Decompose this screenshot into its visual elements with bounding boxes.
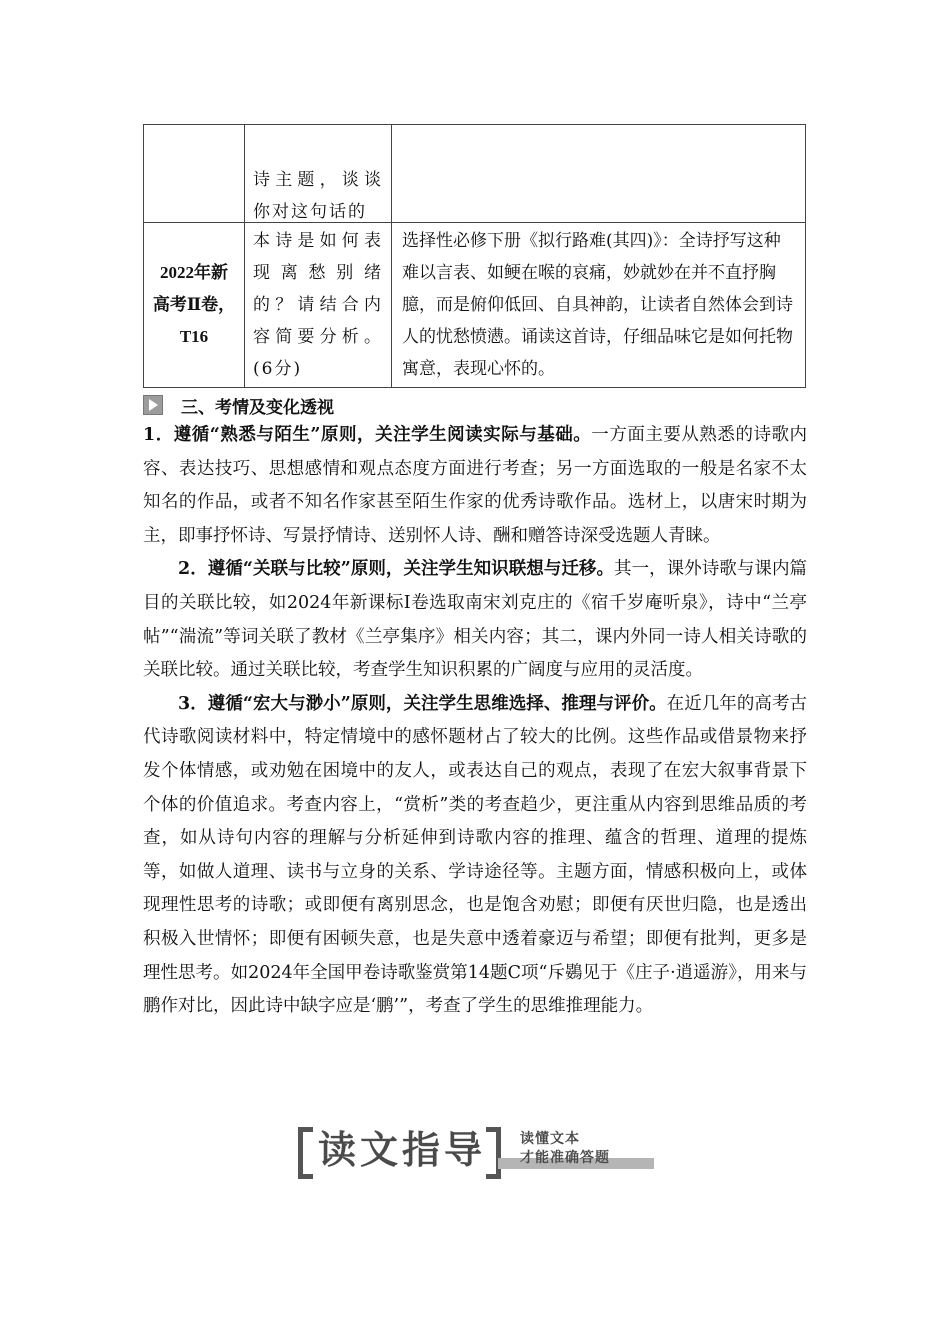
body-text	[143, 419, 807, 1024]
table-cell-question: 诗主题，谈谈你对这句话的	[245, 125, 392, 223]
paragraph-text: 其一，课外诗歌与课内篇目的关联比较，如2024年新课标Ⅰ卷选取南宋刘克庄的《宿千岁庵听泉》，诗中“兰亭帖”“湍流”等词关联了教材《兰亭集序》相关内容；其二，课内外同一诗人相关诗歌的关联比较。通过关联比较，考查学生知识积累的广阔度与应用的灵活度。	[143, 559, 807, 681]
section-heading	[143, 391, 334, 419]
paragraph-3	[143, 688, 807, 1024]
paragraph-lead: 3．遵循“宏大与渺小”原则，关注学生思维选择、推理与评价。	[178, 693, 667, 714]
exam-table	[143, 124, 806, 388]
table-cell-question: 本诗是如何表现离愁别绪的？请结合内容简要分析。(6分)	[245, 223, 392, 388]
section-title: 三、考情及变化透视	[181, 397, 334, 418]
table-cell-textbook: 选择性必修下册《拟行路难(其四)》：全诗抒写这种难以言表、如鲠在喉的哀痛，妙就妙在并不直抒胸臆，而是俯仰低回、自具神韵，让读者自然体会到诗人的忧愁愤懑。诵读这首诗，仔细品味它是如何托物寓意，表现心怀的。	[392, 223, 806, 388]
paragraph-lead: 1．遵循“熟悉与陌生”原则，关注学生阅读实际与基础。	[143, 425, 592, 445]
table-cell-exam	[144, 125, 245, 223]
table-cell-exam: 2022年新高考Ⅱ卷，T16	[144, 223, 245, 388]
table-cell-textbook	[392, 125, 806, 223]
banner-subtitle-1: 读懂文本	[520, 1131, 580, 1147]
paragraph-2	[143, 553, 807, 687]
paragraph-text: 在近几年的高考古代诗歌阅读材料中，特定情境中的感怀题材占了较大的比例。这些作品或借景物来抒发个体情感，或劝勉在困境中的友人，或表达自己的观点，表现了在宏大叙事背景下个体的价值追求。考查内容上，“赏析”类的考查趋少，更注重从内容到思维品质的考查，如从诗句内容的理解与分析延伸到诗歌内容的推理、蕴含的哲理、道理的提炼等，如做人道理、读书与立身的关系、学诗途径等。主题方面，情感积极向上，或体现理性思考的诗歌；或即便有离别思念，也是饱含劝慰；即便有厌世归隐，也是透出积极入世情怀；即便有困顿失意，也是失意中透着豪迈与希望；即便有批判，更多是理性思考。如2024年全国甲卷诗歌鉴赏第14题C项“斥鷃见于《庄子·逍遥游》，用来与鹏作对比，因此诗中缺字应是‘鹏’”，考查了学生的思维推理能力。	[143, 693, 807, 1017]
play-arrow-icon	[143, 395, 163, 415]
banner-subtitle-2: 才能准确答题	[520, 1150, 610, 1166]
table-row	[144, 125, 806, 223]
paragraph-lead: 2．遵循“关联与比较”原则，关注学生知识联想与迁移。	[178, 559, 615, 580]
reading-guide-banner	[298, 1125, 658, 1175]
paragraph-1	[143, 419, 807, 553]
right-bracket-icon	[486, 1127, 501, 1179]
table-row	[144, 223, 806, 388]
left-bracket-icon	[298, 1127, 313, 1179]
banner-title: 读文指导	[318, 1128, 487, 1172]
paragraph-text: 一方面主要从熟悉的诗歌内容、表达技巧、思想感情和观点态度方面进行考查；另一方面选取的一般是名家不太知名的作品，或者不知名作家甚至陌生作家的优秀诗歌作品。选材上，以唐宋时期为主，即事抒怀诗、写景抒情诗、送别怀人诗、酬和赠答诗深受选题人青睐。	[143, 425, 808, 546]
